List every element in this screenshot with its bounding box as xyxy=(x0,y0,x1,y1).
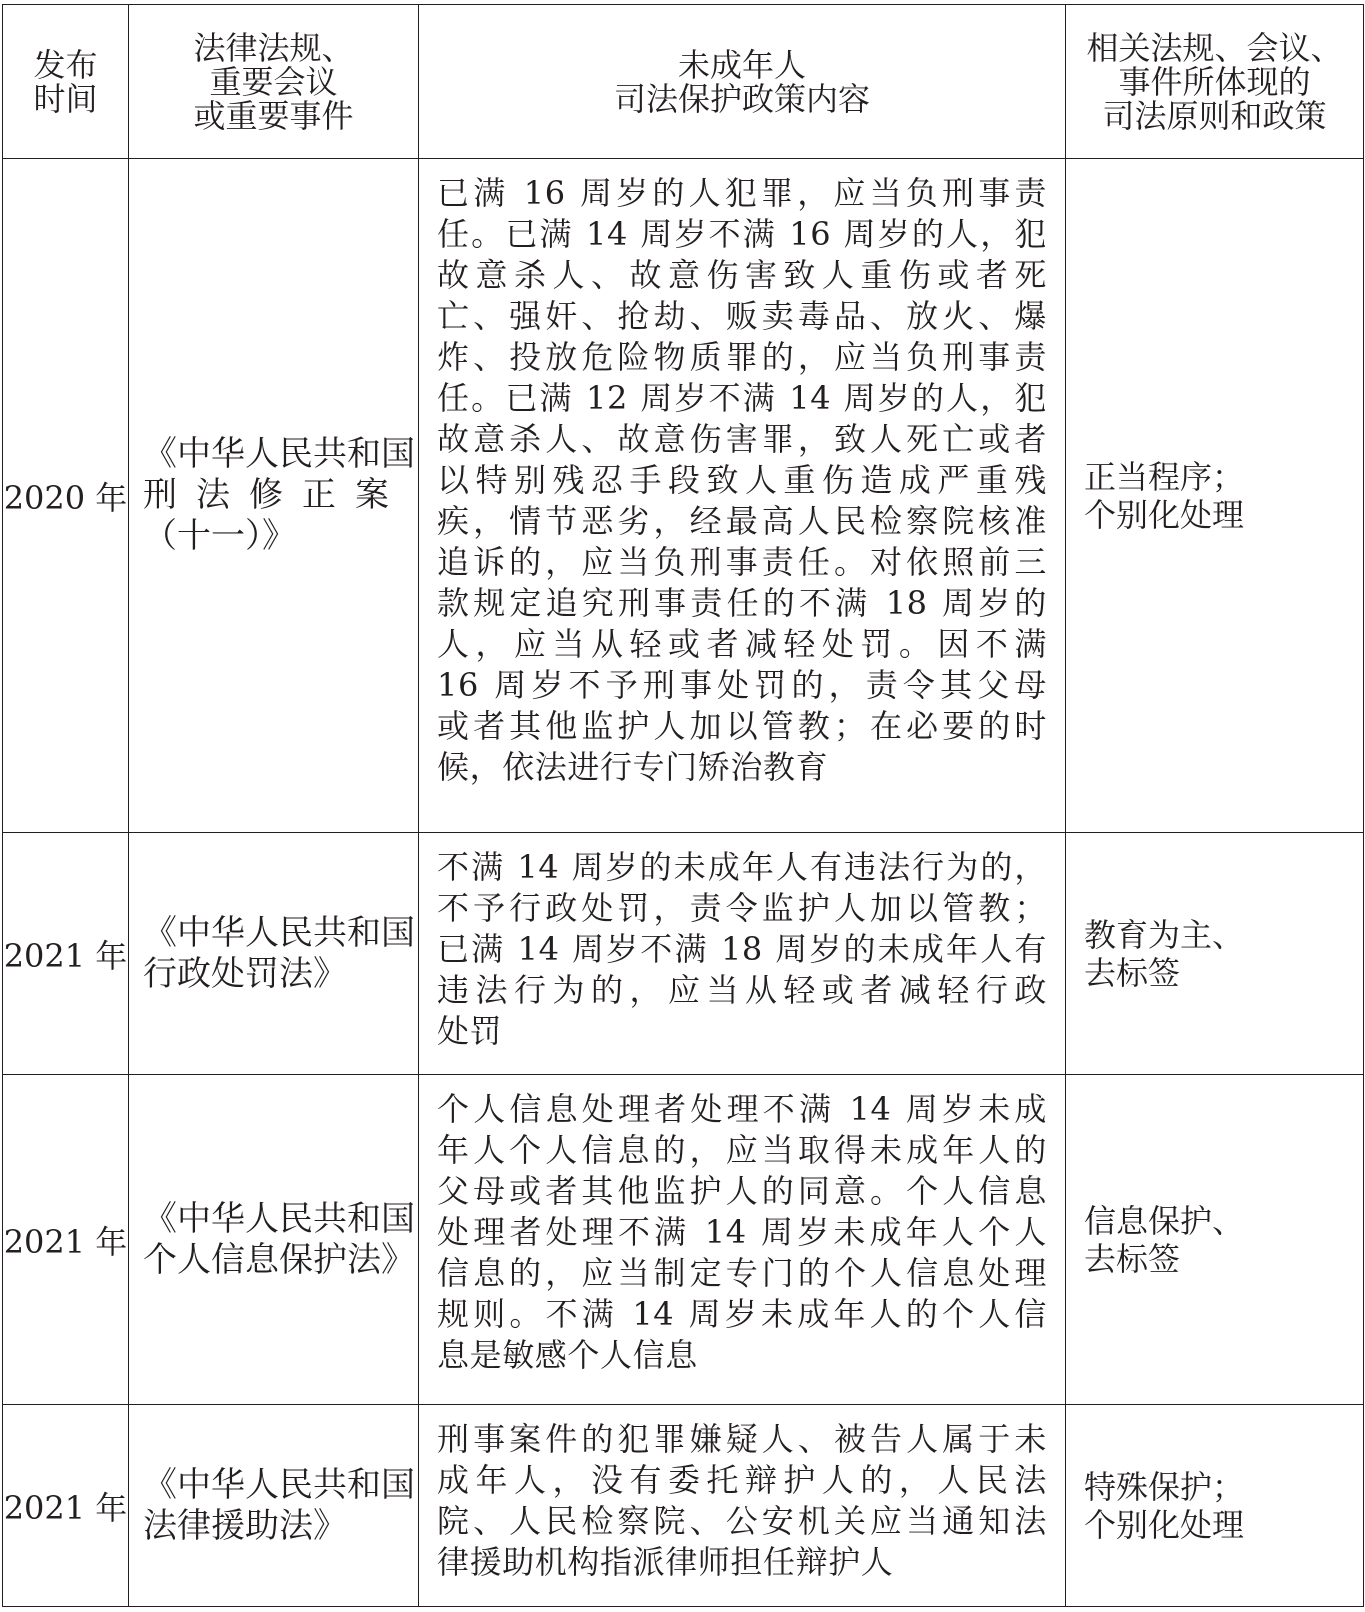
content-cell: 不满 14 周岁的未成年人有违法行为的， 不予行政处罚，责令监护人加以管教； 已满 14 周岁不满 18 周岁的未成年人有 违法行为的，应当从轻或者减轻行政 处罚 xyxy=(419,833,1066,1075)
time-cell: 2021 年 xyxy=(3,1405,129,1607)
time-cell: 2021 年 xyxy=(3,833,129,1075)
law-cell: 《中华人民共和国 法律援助法》 xyxy=(129,1405,419,1607)
time-cell: 2021 年 xyxy=(3,1075,129,1405)
content-cell: 刑事案件的犯罪嫌疑人、被告人属于未 成年人，没有委托辩护人的，人民法 院、人民检察院、公安机关应当通知法 律援助机构指派律师担任辩护人 xyxy=(419,1405,1066,1607)
principle-cell: 特殊保护； 个别化处理 xyxy=(1066,1405,1364,1607)
law-title-char: 修 xyxy=(249,475,283,515)
content-cell: 已满 16 周岁的人犯罪，应当负刑事责 任。已满 14 周岁不满 16 周岁的人，犯 故意杀人、故意伤害致人重伤或者死 亡、强奸、抢劫、贩卖毒品、放火、爆 炸、投放危险物质罪的，应当负刑事责 任。已满 12 周岁不满 14 周岁的人，犯 故意杀人、故意伤害罪，致人死亡或者 以特别残忍手段致人重伤造成严重残 疾，情节恶劣，经最高人民检察院核准 追诉的，应当负刑事责任。对依照前三 款规定追究刑事责任的不满 18 周岁的 人，应当从轻或者减轻处罚。因不满 16 周岁不予刑事处罚的，责令其父母 或者其他监护人加以管教；在必要的时 候，依法进行专门矫治教育 xyxy=(419,159,1066,833)
table-row xyxy=(3,159,1364,833)
principle-cell: 正当程序； 个别化处理 xyxy=(1066,159,1364,833)
law-line-spread xyxy=(143,475,389,516)
law-title-char: 刑 xyxy=(143,475,177,515)
time-cell: 2020 年 xyxy=(3,159,129,833)
header-principle: 相关法规、会议、 事件所体现的 司法原则和政策 xyxy=(1066,5,1364,159)
header-content: 未成年人 司法保护政策内容 xyxy=(419,5,1066,159)
header-time: 发布 时间 xyxy=(3,5,129,159)
law-cell: 《中华人民共和国 个人信息保护法》 xyxy=(129,1075,419,1405)
principle-cell: 教育为主、 去标签 xyxy=(1066,833,1364,1075)
table-row xyxy=(3,1405,1364,1607)
law-cell: 《中华人民共和国 行政处罚法》 xyxy=(129,833,419,1075)
law-title-char: 案 xyxy=(355,475,389,515)
law-title-char: 法 xyxy=(196,475,230,515)
law-cell: 《中华人民共和国 刑 法 修 正 案 （十一）》 xyxy=(129,159,419,833)
table-row xyxy=(3,833,1364,1075)
table-row xyxy=(3,1075,1364,1405)
header-law: 法律法规、 重要会议 或重要事件 xyxy=(129,5,419,159)
principle-cell: 信息保护、 去标签 xyxy=(1066,1075,1364,1405)
content-cell: 个人信息处理者处理不满 14 周岁未成 年人个人信息的，应当取得未成年人的 父母或者其他监护人的同意。个人信息 处理者处理不满 14 周岁未成年人个人 信息的，应当制定专门的个人信息处理 规则。不满 14 周岁未成年人的个人信 息是敏感个人信息 xyxy=(419,1075,1066,1405)
policy-table xyxy=(2,4,1364,1607)
header-row xyxy=(3,5,1364,159)
law-title-char: 正 xyxy=(302,475,336,515)
